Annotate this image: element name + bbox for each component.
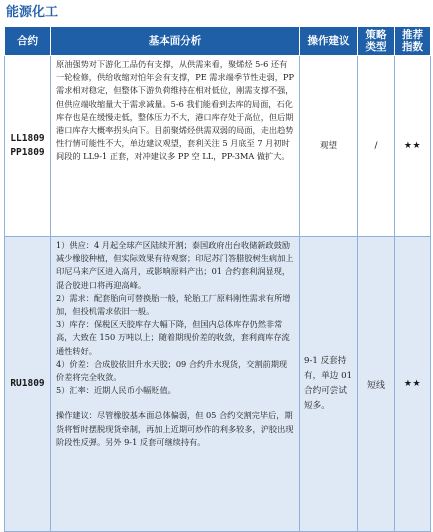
- header-rec-index-line1: 推荐: [402, 29, 423, 41]
- header-strategy-type: [358, 27, 395, 56]
- analysis-paragraph: 1）供应：4 月起全球产区陆续开割；泰国政府出台收储新政鼓励减少橡胶种植，但实际效果有待观察；印尼苏门答腊胶树生病加上印尼马来产区进入高月，或影响原料产出；01 合约套利润显现，混合胶进口将再迎高峰。: [56, 240, 294, 290]
- analysis-paragraph: 4）价差：合成胶依旧升水天胶；09 合约升水现货，交割前期现价差将完全收敛。: [56, 358, 288, 383]
- operation-cell: 观望: [300, 56, 358, 237]
- analysis-cell: [51, 237, 300, 532]
- contract-cell: [5, 56, 51, 237]
- table-row: [5, 56, 431, 237]
- strategy-cell: 短线: [358, 237, 395, 532]
- contract-code: LL1809: [10, 133, 45, 144]
- header-fundamental: 基本面分析: [51, 27, 300, 56]
- strategy-table: [4, 26, 431, 532]
- analysis-paragraph: 操作建议：尽管橡胶基本面总体偏弱，但 05 合约交割完毕后，期货将暂时摆脱现货牵制，再加上近期可炒作的利多较多，沪胶出现阶段性反弹。另外 9-1 反套可继续持有。: [56, 410, 294, 447]
- header-contract: 合约: [5, 27, 51, 56]
- paragraph-spacer: [56, 397, 295, 409]
- rating-stars: ★★: [395, 237, 431, 532]
- analysis-paragraph: 3）库存：保税区天胶库存大幅下降，但国内总体库存仍然非常高，大致在 150 万吨以上；随着期现价差的收敛，套利商库存流通性转好。: [56, 319, 290, 356]
- page-title: 能源化工: [6, 5, 59, 20]
- table-row: [5, 237, 431, 532]
- header-strategy-type-line1: 策略: [365, 29, 387, 41]
- header-rec-index: [395, 27, 431, 56]
- analysis-paragraph: 5）汇率：近期人民币小幅贬值。: [56, 385, 176, 396]
- analysis-cell: [51, 56, 300, 237]
- analysis-paragraph: 2）需求：配套胎向可替换胎一般，轮胎工厂原料刚性需求有所增加，但投机需求依旧一般。: [56, 292, 291, 317]
- table-header-row: [5, 27, 431, 56]
- header-strategy-type-line2: 类型: [365, 41, 387, 53]
- header-operation: 操作建议: [300, 27, 358, 56]
- contract-cell: [5, 237, 51, 532]
- rating-stars: ★★: [395, 56, 431, 237]
- strategy-cell: /: [358, 56, 395, 237]
- contract-code: PP1809: [10, 147, 45, 158]
- header-rec-index-line2: 指数: [402, 41, 423, 53]
- analysis-paragraph: 原油强势对下游化工品仍有支撑，从供需来看，聚烯烃 5-6 还有一轮检修，供给收缩对怕年会有支撑，PE 需求端季节性走弱，PP 需求相对稳定，但整体下游负荷维持在相对低位，刚需支撑不强，但供应端收缩量大于需求减量。5-6 我们能看到去库的局面，石化库存也是在缓慢走低，整体压力不大，港口库存处于高位，但后期港口库存大概率拐头向下。目前聚烯烃供需双弱的局面，走出趋势性行情可能性不大，单边建议观望，套利关注 5 月底至 7 月初时间段的 LL9-1 正套，对冲建议多 PP 空 LL，PP-3MA 做扩大。: [56, 59, 297, 162]
- operation-cell: 9-1 反套持有，单边 01 合约可尝试短多。: [300, 237, 358, 532]
- contract-code: RU1809: [10, 378, 45, 389]
